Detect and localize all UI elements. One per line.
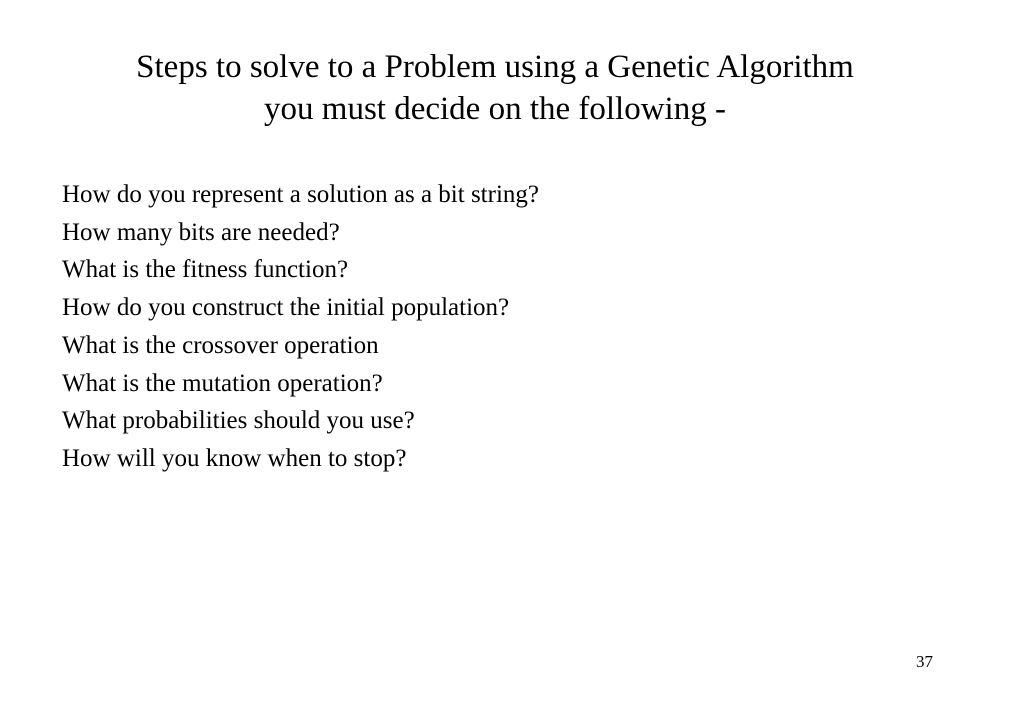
- page-number: 37: [916, 652, 933, 671]
- question-item: What is the mutation operation?: [62, 369, 383, 397]
- question-item: How will you know when to stop?: [62, 444, 407, 472]
- slide-title: [0, 46, 990, 130]
- question-item: What is the fitness function?: [62, 256, 349, 284]
- question-item: How do you represent a solution as a bit string?: [62, 181, 539, 208]
- question-item: How do you construct the initial population?: [62, 294, 510, 322]
- slide-title-line-1: Steps to solve to a Problem using a Genetic Algorithm: [136, 49, 854, 85]
- slide-title-line-2: you must decide on the following -: [264, 91, 726, 127]
- question-item: What probabilities should you use?: [62, 407, 415, 435]
- question-item: What is the crossover operation: [62, 331, 379, 359]
- question-item: How many bits are needed?: [62, 218, 340, 246]
- question-list: [62, 176, 539, 478]
